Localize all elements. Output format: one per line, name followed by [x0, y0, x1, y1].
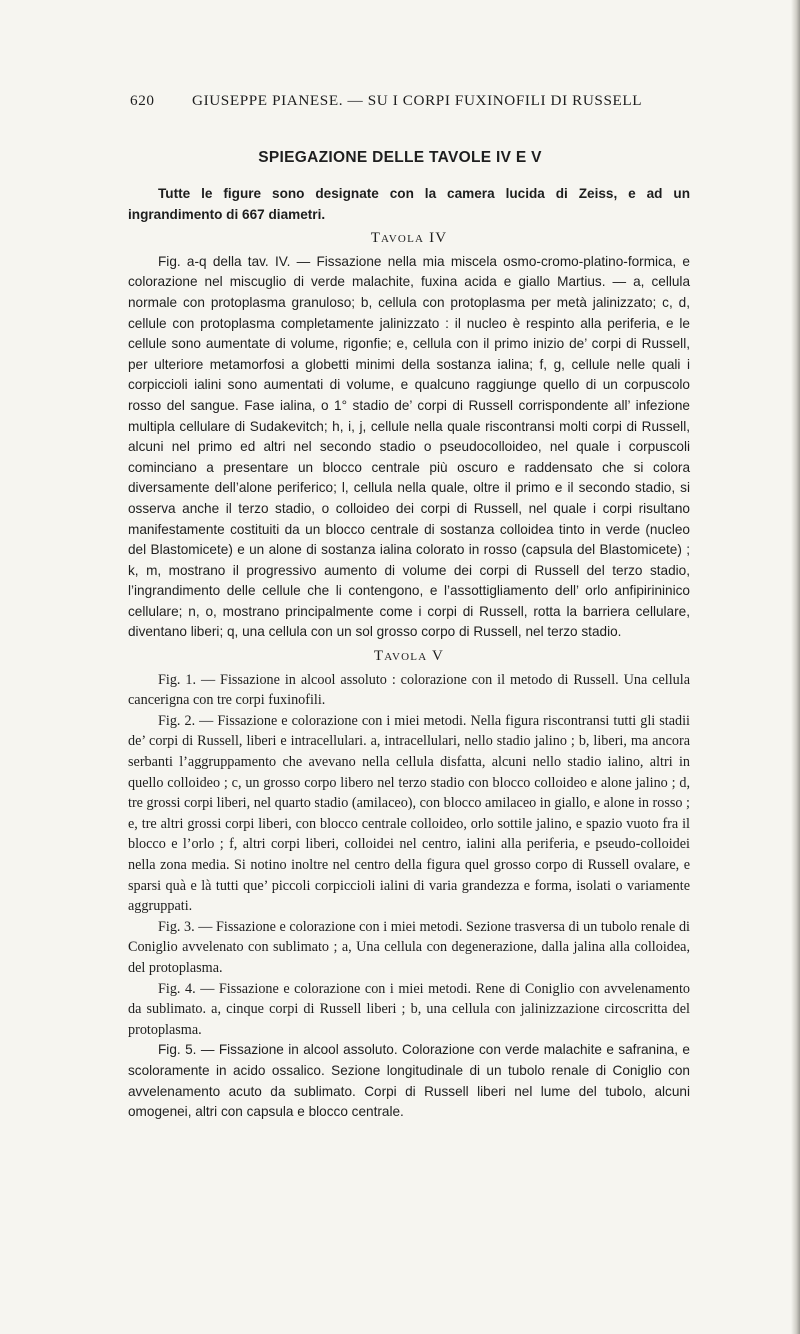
page-number: 620	[130, 92, 155, 109]
figure-4-paragraph: Fig. 4. — Fissazione e colorazione con i miei metodi. Rene di Coniglio con avvelenamento da sublimato. a, cinque corpi di Russell liberi ; b, una cellula con jalinizzazione circoscritta del protoplasma.	[128, 980, 690, 1038]
plate-iv-paragraph: Fig. a-q della tav. IV. — Fissazione nella mia miscela osmo-cromo-platino-formica, e colorazione nel miscuglio di verde malachite, fuxina acida e giallo Martius. — a, cellula normale con protoplasma granuloso; b, cellula con protoplasma per metà jalinizzato; c, d, cellule con protoplasma completamente jalinizzato : il nucleo è respinto alla periferia, e le cellule sono aumentate di volume, rigonfie; e, cellula con il primo inizio de’ corpi di Russell, per ulteriore metamorfosi a globetti minimi della sostanza ialina; f, g, cellule nelle quali i corpiccioli ialini sono aumentati di volume, e qualcuno raggiunge quello di un corpuscolo rosso del sangue. Fase ialina, o 1° stadio de’ corpi di Russell corrispondente all’ infezione multipla cellulare di Sudakevitch; h, i, j, cellule nella quale riscontransi molti corpi di Russell, alcuni nel primo ed altri nel secondo stadio o pseudocolloideo, nel quale i corpuscoli cominciano a presentare un blocco centrale più oscuro e raddensato che si colora diversamente dell’alone periferico; l, cellula nella quale, oltre il primo e il secondo stadio, si osserva anche il terzo stadio, o colloideo dei corpi di Russell, nel quale i corpi risultano manifestamente costituiti da un blocco centrale di sostanza colloidea tinto in verde (nucleo del Blastomicete) e un alone di sostanza ialina colorato in rosso (capsula del Blastomicete) ; k, m, mostrano il progressivo aumento di volume dei corpi di Russell del terzo stadio, l’ingrandimento delle cellule che li contengono, e l’assottigliamento dell’ orlo anfipirininico cellulare; n, o, mostrano principalmente come i corpi di Russell, rotta la barriera cellulare, diventano liberi; q, una cellula con un sol grosso corpo di Russell, nel terzo stadio.	[128, 253, 690, 640]
intro-paragraph: Tutte le figure sono designate con la camera lucida di Zeiss, e ad un ingrandimento di 667 diametri.	[128, 186, 690, 222]
plate-v-heading: Tavola V	[373, 648, 445, 665]
figure-2-paragraph: Fig. 2. — Fissazione e colorazione con i miei metodi. Nella figura riscontransi tutti gli stadii de’ corpi di Russell, liberi e intracellulari. a, intracellulari, nello stadio jalino ; b, liberi, ma ancora serbanti l’aggruppamento che avevano nella cellula disfatta, alcuni nello stadio ialino, altri in quello colloideo ; c, un grosso corpo libero nel terzo stadio con blocco colloideo e alone jalino ; d, tre grossi corpi liberi, nel quarto stadio (amilaceo), con blocco amilaceo in giallo, e alone in rosso ; e, tre altri grossi corpi liberi, con blocco centrale colloideo, orlo sottile jalino, e spazio vuoto fra il blocco e l’orlo ; f, altri corpi liberi, colloidei nel centro, ialini alla periferia, e pseudo-colloidei nella zona media. Si notino inoltre nel centro della figura quel grosso corpo di Russell ovalare, e sparsi quà e là tutti que’ piccoli corpiccioli ialini di varia grandezza e forma, isolati o variamente aggruppati.	[128, 712, 690, 915]
plate-iv-heading: Tavola IV	[370, 230, 448, 247]
section-title: SPIEGAZIONE DELLE TAVOLE IV E V	[258, 149, 542, 166]
figure-3-paragraph: Fig. 3. — Fissazione e colorazione con i miei metodi. Sezione trasversa di un tubolo renale di Coniglio avvelenato con sublimato ; a, Una cellula con degenerazione, dalla jalina alla colloidea, del protoplasma.	[128, 918, 690, 976]
figure-5-paragraph: Fig. 5. — Fissazione in alcool assoluto. Colorazione con verde malachite e safranina, e scoloramente in acido ossalico. Sezione longitudinale di un tubolo renale di Coniglio con avvelenamento acuto da sublimato. Corpi di Russell liberi nel lume del tubolo, alcuni omogenei, altri con capsula e blocco centrale.	[128, 1042, 690, 1120]
page-edge-shadow	[791, 0, 800, 1334]
figure-1-paragraph: Fig. 1. — Fissazione in alcool assoluto : colorazione con il metodo di Russell. Una cellula cancerigna con tre corpi fuxinofili.	[128, 671, 690, 709]
body-text	[128, 184, 690, 1123]
running-header	[130, 92, 690, 110]
running-title: GIUSEPPE PIANESE. — SU I CORPI FUXINOFILI DI RUSSELL	[192, 92, 643, 109]
